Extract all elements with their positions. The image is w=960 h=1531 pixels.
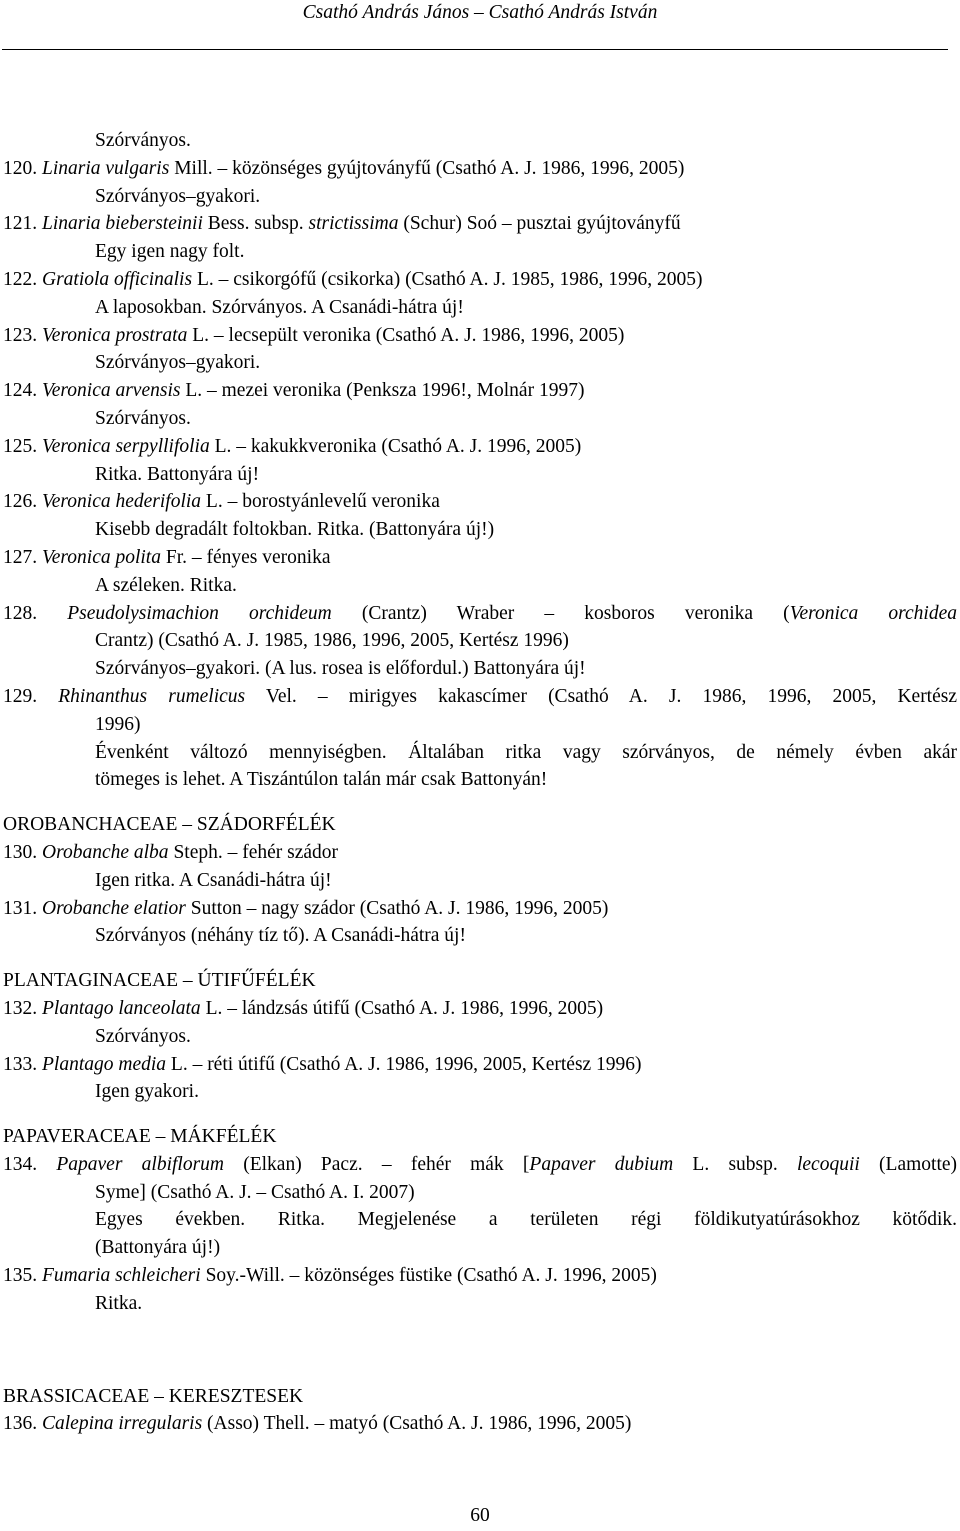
species-note-line [3, 1234, 957, 1262]
taxon-name: Plantago media [42, 1053, 167, 1075]
species-note-line [3, 183, 957, 211]
text-run: L. – réti útifű (Csathó A. J. 1986, 1996, 2005, Kertész 1996) [166, 1053, 642, 1075]
taxon-name: Pseudolysimachion orchideum [67, 602, 332, 624]
taxon-name: Calepina irregularis [42, 1413, 203, 1435]
text-run: Syme] (Csathó A. J. – Csathó A. I. 2007) [95, 1181, 415, 1203]
species-note-line [3, 238, 957, 266]
species-entry [3, 683, 957, 794]
species-note-line [3, 1290, 957, 1318]
species-entry [3, 377, 957, 433]
running-header: Csathó András János – Csathó András István [302, 2, 658, 23]
text-run: Crantz) (Csathó A. J. 1985, 1986, 1996, 2005, Kertész 1996) [95, 630, 569, 652]
species-entry [3, 266, 957, 322]
text-run: L. subsp. [673, 1153, 797, 1175]
species-entry [3, 1262, 957, 1318]
species-entry [3, 839, 957, 895]
family-heading-block [3, 811, 957, 839]
species-note-line [3, 405, 957, 433]
species-name-line [3, 266, 957, 294]
text-run: (Schur) Soó – pusztai gyújtoványfű [398, 213, 681, 235]
text-run: (Battonyára új!) [95, 1237, 221, 1259]
text-run: Soy.-Will. – közönséges füstike (Csathó A. J. 1996, 2005) [200, 1265, 657, 1287]
species-name-line [3, 839, 957, 867]
taxon-name: Papaver albiflorum [56, 1153, 224, 1175]
taxon-name: Veronica hederifolia [42, 491, 202, 513]
text-run: PAPAVERACEAE – MÁKFÉLÉK [3, 1126, 277, 1148]
text-run: Egy igen nagy folt. [95, 241, 245, 263]
species-note-line [3, 1023, 957, 1051]
species-note-line [3, 766, 957, 794]
species-name-line [3, 995, 957, 1023]
family-heading [3, 1383, 957, 1411]
species-entry [3, 210, 957, 266]
text-run: Sutton – nagy szádor (Csathó A. J. 1986, 1996, 2005) [185, 897, 609, 919]
species-name-line [3, 544, 957, 572]
taxon-name: lecoquii [796, 1153, 860, 1175]
text-run: 135. [3, 1265, 42, 1287]
text-run: 122. [3, 268, 42, 290]
text-run: Szórványos (néhány tíz tő). A Csanádi-hátra új! [95, 925, 466, 947]
species-name-line [3, 683, 957, 711]
family-heading [3, 811, 957, 839]
text-run: 132. [3, 997, 42, 1019]
text-run: Egyes években. Ritka. Megjelenése a területen régi földikutyatúrásokhoz kötődik. [95, 1209, 957, 1231]
species-name-line [3, 600, 957, 628]
taxon-name: Veronica serpyllifolia [42, 435, 210, 457]
header-rule [2, 49, 948, 50]
species-entry [3, 544, 957, 600]
species-name-line [3, 488, 957, 516]
species-entry [3, 1051, 957, 1107]
species-name-line [3, 1151, 957, 1179]
species-entry [3, 322, 957, 378]
text-run: L. – csikorgófű (csikorka) (Csathó A. J. 1985, 1986, 1996, 2005) [192, 268, 703, 290]
family-heading-block [3, 1383, 957, 1411]
text-run: Szórványos. [95, 407, 191, 429]
taxon-name: Orobanche elatior [42, 897, 186, 919]
text-run: 121. [3, 213, 42, 235]
species-note-line [3, 739, 957, 767]
species-note-line [3, 627, 957, 655]
species-note-line [3, 1179, 957, 1207]
taxon-name: Plantago lanceolata [42, 997, 201, 1019]
species-note-line [3, 461, 957, 489]
taxon-name: Veronica arvensis [42, 380, 181, 402]
species-name-line [3, 210, 957, 238]
species-note-line [3, 127, 957, 155]
taxon-name: Fumaria schleicheri [42, 1265, 201, 1287]
text-run: A laposokban. Szórványos. A Csanádi-hátra új! [95, 296, 464, 318]
text-run: Ritka. [95, 1292, 143, 1314]
text-run: Steph. – fehér szádor [168, 841, 339, 863]
species-name-line [3, 322, 957, 350]
text-run: Igen gyakori. [95, 1081, 199, 1103]
text-run: tömeges is lehet. A Tiszántúlon talán már csak Battonyán! [95, 769, 548, 791]
text-run: 128. [3, 602, 68, 624]
text-run: Bess. subsp. [202, 213, 309, 235]
species-note-line [3, 711, 957, 739]
text-run: L. – lándzsás útifű (Csathó A. J. 1986, 1996, 2005) [200, 997, 604, 1019]
text-run: 130. [3, 841, 42, 863]
text-run: L. – borostyánlevelű veronika [201, 491, 440, 513]
page-number: 60 [470, 1505, 490, 1526]
text-run: 133. [3, 1053, 42, 1075]
text-run: Évenként változó mennyiségben. Általában ritka vagy szórványos, de némely évben akár [95, 741, 957, 763]
taxon-name: Linaria vulgaris [42, 157, 170, 179]
text-run: PLANTAGINACEAE – ÚTIFŰFÉLÉK [3, 970, 316, 992]
species-name-line [3, 1410, 957, 1438]
text-run: Szórványos–gyakori. [95, 352, 261, 374]
text-run: 123. [3, 324, 42, 346]
text-run: Szórványos. [95, 1025, 191, 1047]
species-note-line [3, 516, 957, 544]
taxon-name: Rhinanthus rumelicus [58, 685, 246, 707]
text-run: 126. [3, 491, 42, 513]
text-run: 124. [3, 380, 42, 402]
species-note-line [3, 922, 957, 950]
species-name-line [3, 377, 957, 405]
taxon-name: Veronica prostrata [42, 324, 188, 346]
family-heading-block [3, 967, 957, 995]
taxon-name: Papaver dubium [529, 1153, 674, 1175]
text-run: 129. [3, 685, 59, 707]
species-entry [3, 127, 957, 155]
taxon-name: Gratiola officinalis [42, 268, 193, 290]
species-name-line [3, 433, 957, 461]
text-run: 1996) [95, 713, 141, 735]
text-run: 134. [3, 1153, 57, 1175]
species-note-line [3, 572, 957, 600]
text-run: 136. [3, 1413, 42, 1435]
species-name-line [3, 155, 957, 183]
text-run: L. – kakukkveronika (Csathó A. J. 1996, 2005) [209, 435, 582, 457]
text-run: Vel. – mirigyes kakascímer (Csathó A. J. 1986, 1996, 2005, Kertész [245, 685, 958, 707]
text-run: (Lamotte) [859, 1153, 958, 1175]
text-run: 127. [3, 546, 42, 568]
species-entry [3, 895, 957, 951]
species-entry [3, 1151, 957, 1262]
species-entry [3, 1410, 957, 1438]
taxon-name: Veronica orchidea [789, 602, 958, 624]
text-run: A széleken. Ritka. [95, 574, 237, 596]
species-note-line [3, 294, 957, 322]
species-entry [3, 155, 957, 211]
text-run: (Crantz) Wraber – kosboros veronika ( [331, 602, 790, 624]
family-heading-block [3, 1123, 957, 1151]
text-run: Igen ritka. A Csanádi-hátra új! [95, 869, 332, 891]
species-name-line [3, 895, 957, 923]
species-note-line [3, 867, 957, 895]
text-run: OROBANCHACEAE – SZÁDORFÉLÉK [3, 814, 336, 836]
taxon-name: Veronica polita [42, 546, 161, 568]
text-run: L. – mezei veronika (Penksza 1996!, Molnár 1997) [180, 380, 585, 402]
family-heading [3, 967, 957, 995]
species-note-line [3, 1206, 957, 1234]
text-run: 125. [3, 435, 42, 457]
text-run: L. – lecsepült veronika (Csathó A. J. 1986, 1996, 2005) [187, 324, 625, 346]
species-list [3, 127, 957, 1438]
text-run: Szórványos–gyakori. (A lus. rosea is előfordul.) Battonyára új! [95, 658, 586, 680]
text-run: Fr. – fényes veronika [160, 546, 331, 568]
species-name-line [3, 1262, 957, 1290]
text-run: (Elkan) Pacz. – fehér mák [ [224, 1153, 530, 1175]
species-entry [3, 488, 957, 544]
text-run: Szórványos–gyakori. [95, 185, 261, 207]
species-note-line [3, 349, 957, 377]
species-entry [3, 600, 957, 683]
species-entry [3, 995, 957, 1051]
family-heading [3, 1123, 957, 1151]
text-run: Szórványos. [95, 130, 191, 151]
text-run: Kisebb degradált foltokban. Ritka. (Battonyára új!) [95, 519, 495, 541]
species-note-line [3, 1078, 957, 1106]
text-run: Ritka. Battonyára új! [95, 463, 260, 485]
text-run: 131. [3, 897, 42, 919]
text-run: 120. [3, 157, 42, 179]
text-run: BRASSICACEAE – KERESZTESEK [3, 1385, 304, 1407]
taxon-name: Orobanche alba [42, 841, 169, 863]
species-name-line [3, 1051, 957, 1079]
species-note-line [3, 655, 957, 683]
text-run: (Asso) Thell. – matyó (Csathó A. J. 1986, 1996, 2005) [202, 1413, 632, 1435]
taxon-name: Linaria biebersteinii [42, 213, 203, 235]
taxon-name: strictissima [308, 213, 399, 235]
species-entry [3, 433, 957, 489]
text-run: Mill. – közönséges gyújtoványfű (Csathó A. J. 1986, 1996, 2005) [169, 157, 685, 179]
